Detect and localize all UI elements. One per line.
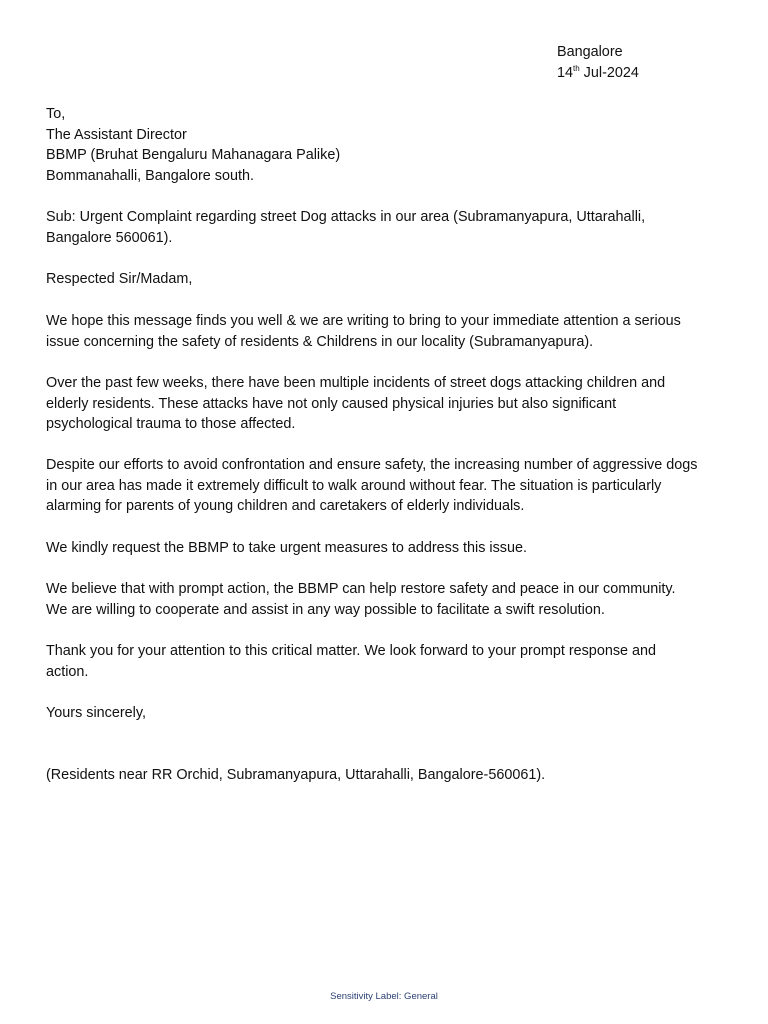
date-month-year: Jul-2024 (579, 64, 639, 81)
recipient-title: The Assistant Director (46, 126, 187, 143)
signatory-text: (Residents near RR Orchid, Subramanyapura, Uttarahalli, Bangalore-560061). (46, 767, 546, 783)
paragraph-line: action. (46, 663, 89, 680)
date-suffix: th (573, 63, 580, 73)
letter-date (557, 63, 639, 84)
paragraph-line: Despite our efforts to avoid confrontation and ensure safety, the increasing number of aggressive dogs (46, 457, 698, 473)
recipient-address (46, 104, 726, 186)
body-paragraph-5 (46, 579, 726, 620)
sensitivity-label: Sensitivity Label: General (330, 991, 438, 1002)
paragraph-line: We kindly request the BBMP to take urgent measures to address this issue. (46, 540, 527, 556)
recipient-to: To, (46, 106, 66, 122)
paragraph-line: Thank you for your attention to this critical matter. We look forward to your prompt response and (46, 643, 657, 659)
recipient-organization: BBMP (Bruhat Bengaluru Mahanagara Palike) (46, 147, 341, 164)
paragraph-line: issue concerning the safety of residents & Childrens in our locality (Subramanyapura). (46, 333, 594, 350)
paragraph-line: in our area has made it extremely difficult to walk around without fear. The situation is particularly (46, 477, 662, 494)
date-day: 14 (557, 64, 574, 81)
paragraph-line: psychological trauma to those affected. (46, 416, 296, 433)
body-paragraph-4 (46, 538, 726, 559)
place-date-block (557, 42, 639, 83)
subject-line-1: Sub: Urgent Complaint regarding street Dog attacks in our area (Subramanyapura, Uttarahalli, (46, 209, 646, 225)
paragraph-line: We hope this message finds you well & we are writing to bring to your immediate attention a serious (46, 313, 681, 329)
body-paragraph-3 (46, 455, 726, 517)
body-paragraph-6 (46, 641, 726, 682)
signatory (46, 765, 726, 786)
letter-city: Bangalore (557, 44, 623, 60)
body-paragraph-1 (46, 311, 726, 352)
paragraph-line: elderly residents. These attacks have not only caused physical injuries but also significant (46, 395, 617, 412)
recipient-location: Bommanahalli, Bangalore south. (46, 167, 254, 184)
paragraph-line: We believe that with prompt action, the BBMP can help restore safety and peace in our community. (46, 581, 676, 597)
greeting (46, 269, 726, 290)
closing (46, 703, 726, 724)
greeting-text: Respected Sir/Madam, (46, 271, 193, 287)
subject-line (46, 207, 726, 248)
body-paragraph-2 (46, 373, 726, 435)
paragraph-line: Over the past few weeks, there have been multiple incidents of street dogs attacking children and (46, 375, 666, 391)
subject-line-2: Bangalore 560061). (46, 229, 173, 246)
closing-text: Yours sincerely, (46, 705, 146, 721)
paragraph-line: alarming for parents of young children and caretakers of elderly individuals. (46, 498, 525, 515)
paragraph-line: We are willing to cooperate and assist in any way possible to facilitate a swift resolution. (46, 601, 605, 618)
